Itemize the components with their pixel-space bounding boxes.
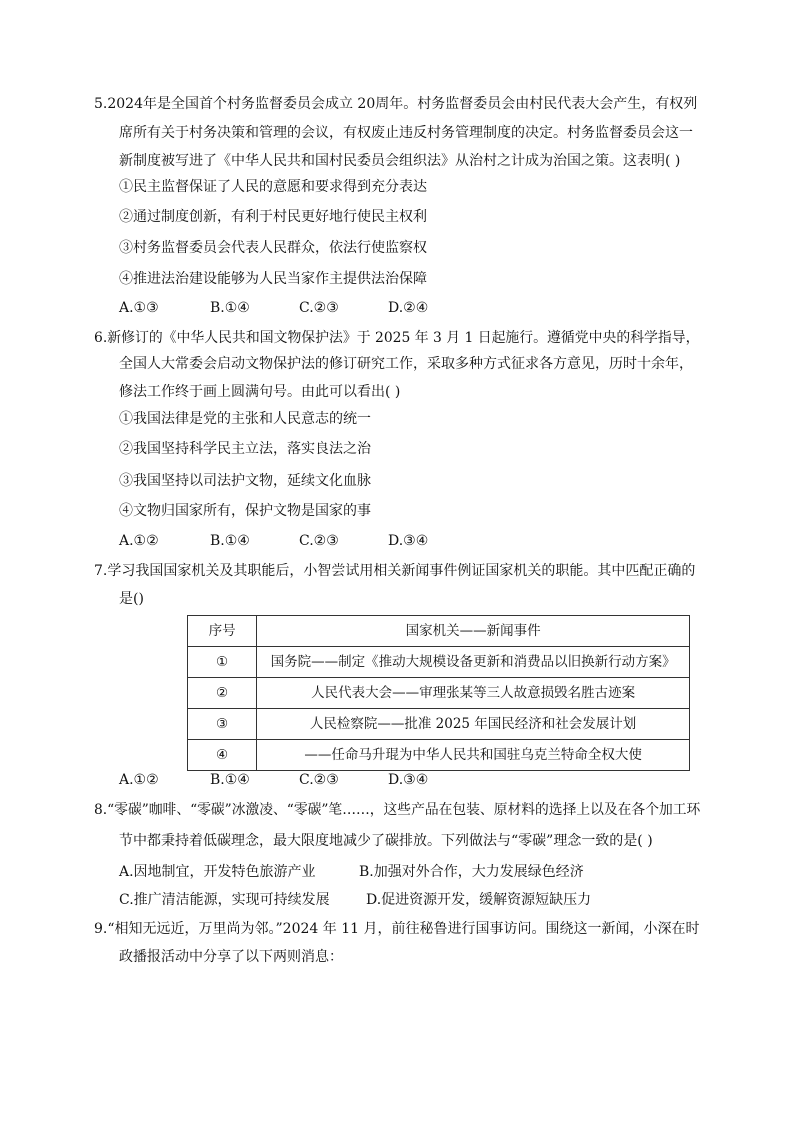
q7-option-b: B.①④	[210, 772, 250, 788]
q8-option-c: C.推广清洁能源，实现可持续发展	[119, 892, 330, 908]
table-cell: 人民检察院——批准 2025 年国民经济和社会发展计划	[257, 709, 690, 740]
q7-table	[187, 615, 690, 771]
q6-item-1: ①我国法律是党的主张和人民意志的统一	[119, 411, 371, 427]
q7-option-d: D.③④	[388, 772, 429, 788]
q9-stem-line-2: 政播报活动中分享了以下两则消息：	[119, 949, 343, 965]
table-cell: ①	[188, 647, 257, 678]
q6-option-a: A.①②	[119, 533, 159, 549]
q5-option-a: A.①③	[119, 300, 159, 316]
table-row	[188, 647, 690, 678]
q6-item-3: ③我国坚持以司法护文物，延续文化血脉	[119, 473, 371, 489]
table-cell: ④	[188, 740, 257, 771]
q6-option-b: B.①④	[210, 533, 250, 549]
q6-item-4: ④文物归国家所有，保护文物是国家的事	[119, 503, 371, 519]
q8-option-a: A.因地制宜，开发特色旅游产业	[119, 864, 316, 880]
q6-stem-line-2: 全国人大常委会启动文物保护法的修订研究工作，采取多种方式征求各方意见，历时十余年，	[119, 356, 693, 372]
table-cell: ③	[188, 709, 257, 740]
q5-stem-line-1: 5.2024年是全国首个村务监督委员会成立 20周年。村务监督委员会由村民代表大会产生，有权列	[94, 96, 698, 112]
q9-stem-line-1: 9.“相知无远近，万里尚为邻。”2024 年 11 月，前往秘鲁进行国事访问。围绕这一新闻，小深在时	[94, 921, 700, 937]
q5-stem-line-3: 新制度被写进了《中华人民共和国村民委员会组织法》从治村之计成为治国之策。这表明( )	[119, 153, 681, 169]
table-cell: 国务院——制定《推动大规模设备更新和消费品以旧换新行动方案》	[257, 647, 690, 678]
q5-item-3: ③村务监督委员会代表人民群众，依法行使监察权	[119, 240, 427, 256]
q6-option-c: C.②③	[299, 533, 339, 549]
q6-option-d: D.③④	[388, 533, 429, 549]
q5-item-4: ④推进法治建设能够为人民当家作主提供法治保障	[119, 271, 427, 287]
table-row	[188, 678, 690, 709]
q5-stem-line-2: 席所有关于村务决策和管理的会议，有权废止违反村务管理制度的决定。村务监督委员会这一	[119, 125, 693, 141]
table-row	[188, 709, 690, 740]
q5-option-d: D.②④	[388, 300, 429, 316]
q8-stem-line-1: 8.“零碳”咖啡、“零碳”冰激凌、“零碳”笔……，这些产品在包装、原材料的选择上以及在各个加工环	[94, 802, 701, 818]
q8-stem-line-2: 节中都秉持着低碳理念，最大限度地减少了碳排放。下列做法与“零碳”理念一致的是( )	[119, 833, 653, 849]
table-header-cell: 国家机关——新闻事件	[257, 616, 690, 647]
q7-option-c: C.②③	[299, 772, 339, 788]
q5-option-c: C.②③	[299, 300, 339, 316]
q7-option-a: A.①②	[119, 772, 159, 788]
table-row	[188, 740, 690, 771]
table-header-row	[188, 616, 690, 647]
q5-item-2: ②通过制度创新，有利于村民更好地行使民主权利	[119, 209, 427, 225]
q6-stem-line-1: 6.新修订的《中华人民共和国文物保护法》于 2025 年 3 月 1 日起施行。遵循党中央的科学指导，	[94, 330, 700, 346]
table-header-cell: 序号	[188, 616, 257, 647]
q6-stem-line-3: 修法工作终于画上圆满句号。由此可以看出( )	[119, 384, 401, 400]
q8-option-b: B.加强对外合作，大力发展绿色经济	[359, 864, 584, 880]
q7-stem-line-2: 是()	[119, 591, 144, 607]
q8-option-d: D.促进资源开发，缓解资源短缺压力	[366, 892, 592, 908]
q6-item-2: ②我国坚持科学民主立法，落实良法之治	[119, 441, 371, 457]
q5-item-1: ①民主监督保证了人民的意愿和要求得到充分表达	[119, 179, 427, 195]
table-cell: ——任命马升琨为中华人民共和国驻乌克兰特命全权大使	[257, 740, 690, 771]
table-cell: ②	[188, 678, 257, 709]
q5-option-b: B.①④	[210, 300, 250, 316]
table-cell: 人民代表大会——审理张某等三人故意损毁名胜古迹案	[257, 678, 690, 709]
q7-stem-line-1: 7.学习我国国家机关及其职能后，小智尝试用相关新闻事件例证国家机关的职能。其中匹配正确的	[94, 563, 696, 579]
